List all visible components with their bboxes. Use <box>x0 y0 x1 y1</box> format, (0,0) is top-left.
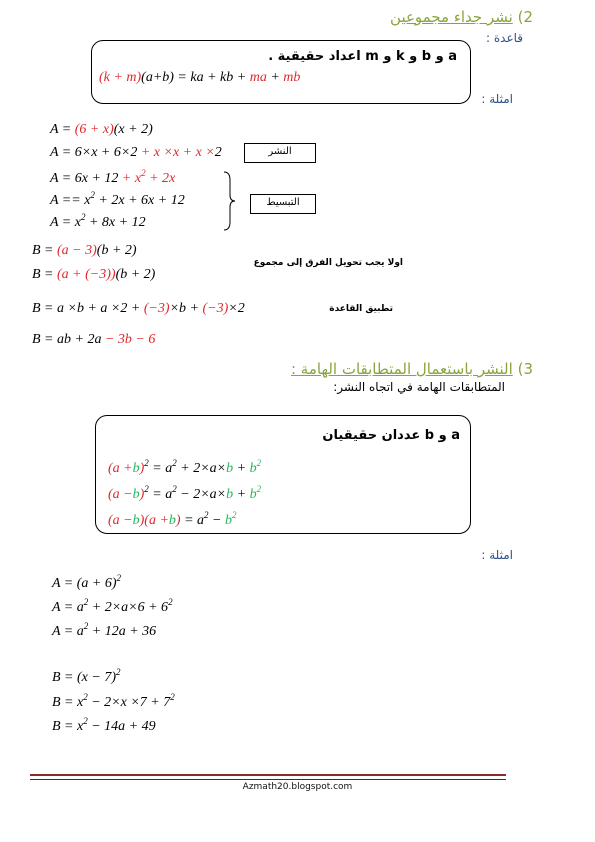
rule-formula: (k + m)(a+b) = ka + kb + ma + mb <box>99 70 301 85</box>
eq-b1: B = (a − 3)(b + 2) <box>32 243 137 258</box>
eq-a1: A = (6 + x)(x + 2) <box>50 122 153 137</box>
section3-heading <box>291 360 533 378</box>
expand-label: النشر <box>244 143 316 163</box>
eq-a5: $A = x^2 + 8x + 12$ <box>50 212 146 230</box>
rule-label: قاعدة : <box>486 31 523 45</box>
eq-d2: $B = x^2 - 2\times x \times 7 + 7^2$ <box>52 692 175 710</box>
note-convert: اولا يجب تحويل الفرق إلى مجموع <box>253 258 403 268</box>
simplify-brace <box>222 170 236 232</box>
section3-subtitle: المتطابقات الهامة في اتجاه النشر: <box>333 380 505 394</box>
eq-d3: $B = x^2 - 14a + 49$ <box>52 716 156 734</box>
identities-sentence: a و b عددان حقيقيان <box>322 428 460 443</box>
footer-rule-bottom <box>30 779 506 780</box>
examples-label-1: امثلة : <box>481 92 513 106</box>
examples-label-2: امثلة : <box>481 548 513 562</box>
section3-title: النشر باستعمال المتطابقات الهامة : <box>290 360 513 378</box>
eq-a2: A = 6×x + 6×2 + x ×x + x ×2 <box>50 145 222 160</box>
eq-b2: B = (a + (−3))(b + 2) <box>32 267 156 282</box>
rule-sentence: a و b و k و m اعداد حقيقية . <box>268 49 457 64</box>
eq-d1: $B = (x - 7)^2$ <box>52 667 121 685</box>
eq-a3: $A = 6x + 12 + x^2 + 2x$ <box>50 168 176 186</box>
section3-number: 3) <box>517 360 533 378</box>
identity-1: $(a +b)^2 = a^2 + 2\times a\times b + b^2$ <box>108 458 262 476</box>
eq-c2: $A = a^2 + 2\times a\times 6 + 6^2$ <box>52 597 173 615</box>
eq-b3: B = a ×b + a ×2 + (−3)×b + (−3)×2 <box>32 301 245 316</box>
footer-site: Azmath20.blogspot.com <box>242 782 353 792</box>
identity-2: $(a -b)^2 = a^2 - 2\times a\times b + b^2$ <box>108 484 262 502</box>
section2-number: 2) <box>517 8 533 26</box>
note-apply: تطبيق القاعدة <box>329 304 393 314</box>
eq-c1: $A = (a + 6)^2$ <box>52 573 122 591</box>
eq-b4: B = ab + 2a − 3b − 6 <box>32 332 156 347</box>
simplify-label: التبسيط <box>250 194 316 214</box>
eq-c3: $A = a^2 + 12a + 36$ <box>52 621 157 639</box>
footer-rule-top <box>30 774 506 776</box>
identity-3: $(a -b)(a +b) = a^2 - b^2$ <box>108 510 237 528</box>
section2-title: نشر جداء مجموعين <box>390 8 513 26</box>
section2-heading <box>390 8 533 26</box>
eq-a4: $A == x^2 + 2x + 6x + 12$ <box>50 190 185 208</box>
